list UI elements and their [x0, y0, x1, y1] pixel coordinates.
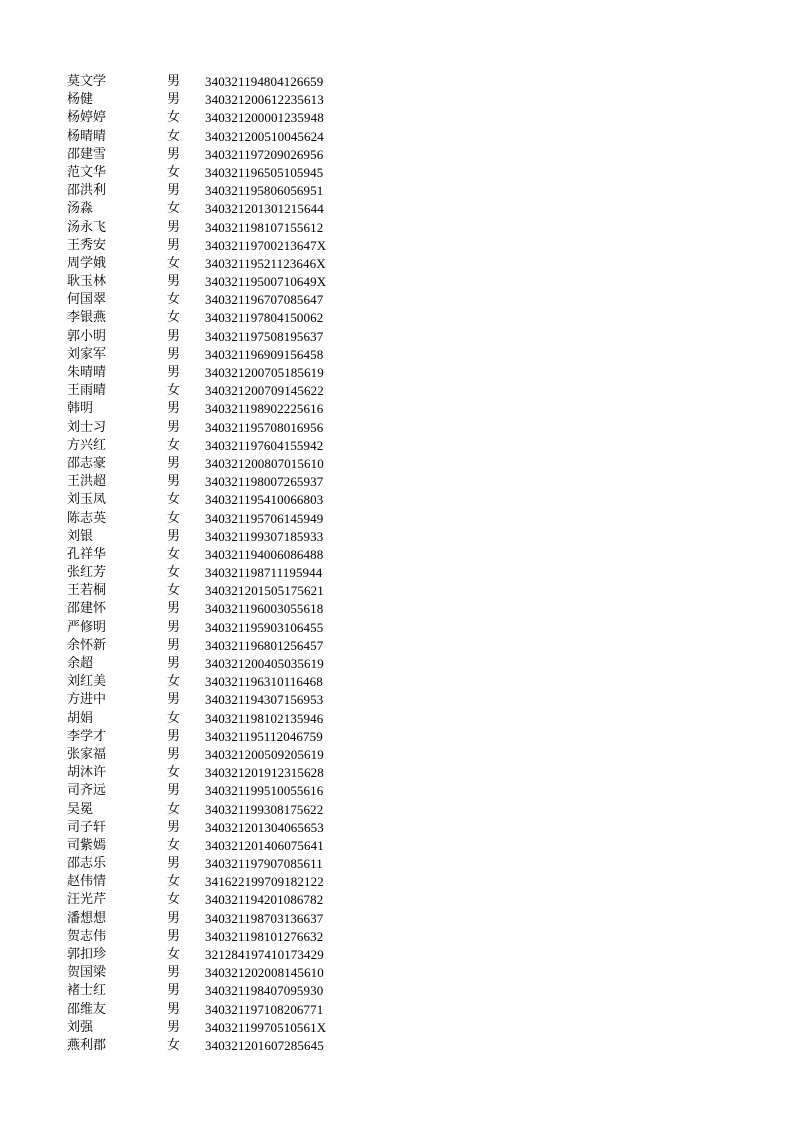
person-id-number: 340321198107155612 [205, 219, 324, 235]
person-name: 刘家军 [67, 346, 107, 362]
person-name: 王秀安 [67, 237, 107, 253]
person-id-number: 340321201912315628 [205, 765, 324, 781]
person-gender: 女 [167, 492, 181, 508]
person-id-number: 340321197804150062 [205, 310, 324, 326]
person-name: 李银燕 [67, 310, 107, 326]
person-name: 王洪超 [67, 474, 107, 490]
person-id-number: 340321196707085647 [205, 292, 324, 308]
person-id-number: 340321200612235613 [205, 92, 324, 108]
person-name: 刘红美 [67, 674, 107, 690]
person-id-number: 340321196909156458 [205, 346, 324, 362]
person-name: 刘银 [67, 528, 94, 544]
person-name: 方进中 [67, 692, 107, 708]
person-id-number: 340321198101276632 [205, 928, 324, 944]
person-id-number: 340321201301215644 [205, 201, 324, 217]
person-name: 吴冕 [67, 801, 94, 817]
person-gender: 女 [167, 565, 181, 581]
person-name: 王雨晴 [67, 383, 107, 399]
person-name: 司子轩 [67, 819, 107, 835]
person-id-number: 340321201505175621 [205, 583, 324, 599]
person-name: 何国翠 [67, 292, 107, 308]
person-name: 韩明 [67, 401, 94, 417]
person-gender: 女 [167, 1037, 181, 1053]
person-gender: 男 [167, 365, 181, 380]
person-gender: 女 [167, 583, 181, 599]
person-name: 赵伟情 [67, 874, 107, 890]
person-name: 严修明 [67, 619, 107, 635]
person-name: 郭扣珍 [67, 947, 107, 962]
person-name: 胡娟 [67, 710, 94, 726]
person-name: 汤永飞 [67, 219, 107, 235]
person-name: 司齐远 [67, 783, 107, 799]
person-name: 胡沐许 [67, 765, 107, 781]
person-gender: 男 [167, 346, 181, 362]
person-gender: 男 [167, 965, 181, 981]
person-id-number: 340321202008145610 [205, 965, 324, 981]
person-gender: 男 [167, 601, 181, 617]
person-name: 李学才 [67, 728, 107, 744]
person-id-number: 340321195410066803 [205, 492, 324, 508]
person-id-number: 340321200509205619 [205, 746, 324, 762]
person-id-number: 340321194201086782 [205, 892, 324, 908]
person-gender: 女 [167, 383, 181, 399]
person-id-number: 340321198902225616 [205, 401, 324, 417]
person-gender: 女 [167, 710, 181, 726]
person-gender: 男 [167, 746, 181, 762]
person-id-number: 340321197604155942 [205, 437, 324, 453]
person-name: 燕利郡 [67, 1037, 107, 1053]
person-id-number: 340321194804126659 [205, 74, 324, 89]
person-gender: 女 [167, 292, 181, 308]
person-gender: 女 [167, 310, 181, 326]
person-name: 杨婷婷 [67, 110, 107, 126]
person-id-number: 340321201607285645 [205, 1037, 324, 1053]
person-gender: 男 [167, 1019, 181, 1035]
person-id-number: 340321195706145949 [205, 510, 324, 526]
person-id-number: 340321199510055616 [205, 783, 324, 799]
person-gender: 女 [167, 201, 181, 217]
person-gender: 女 [167, 546, 181, 562]
person-id-number: 340321194307156953 [205, 692, 324, 708]
person-name: 刘玉凤 [67, 492, 107, 508]
person-gender: 男 [167, 692, 181, 708]
person-gender: 男 [167, 856, 181, 872]
person-gender: 男 [167, 455, 181, 471]
person-gender: 男 [167, 928, 181, 944]
person-name: 张红芳 [67, 565, 107, 581]
person-gender: 男 [167, 637, 181, 653]
person-gender: 男 [167, 1001, 181, 1017]
person-name: 余超 [67, 656, 94, 671]
person-id-number: 340321195806056951 [205, 183, 324, 199]
person-id-number: 340321200705185619 [205, 365, 324, 380]
person-id-number: 340321196310116468 [205, 674, 323, 690]
person-name: 邵志豪 [67, 455, 107, 471]
person-name: 邵建怀 [67, 601, 107, 617]
person-id-number: 340321200807015610 [205, 455, 324, 471]
person-gender: 男 [167, 983, 181, 999]
person-name: 邵志乐 [67, 856, 107, 872]
person-id-number: 340321200709145622 [205, 383, 324, 399]
person-name: 孔祥华 [67, 546, 107, 562]
person-name: 汤淼 [67, 201, 94, 217]
person-gender: 女 [167, 164, 181, 180]
person-name: 贺国梁 [67, 965, 107, 981]
person-name: 周学娥 [67, 255, 107, 271]
person-id-number: 340321201406075641 [205, 837, 324, 853]
person-gender: 男 [167, 92, 181, 108]
person-name: 方兴红 [67, 437, 107, 453]
person-gender: 女 [167, 892, 181, 908]
person-name: 范文华 [67, 164, 107, 180]
person-gender: 男 [167, 419, 181, 435]
person-name: 贺志伟 [67, 928, 107, 944]
person-name: 司紫嫣 [67, 837, 107, 853]
person-id-number: 340321198703136637 [205, 910, 324, 926]
person-name: 张家福 [67, 746, 107, 762]
person-id-number: 340321197108206771 [205, 1001, 324, 1017]
person-gender: 女 [167, 674, 181, 690]
person-gender: 男 [167, 528, 181, 544]
person-gender: 男 [167, 819, 181, 835]
person-gender: 男 [167, 274, 181, 290]
person-id-number: 340321194006086488 [205, 546, 324, 562]
person-gender: 女 [167, 128, 181, 144]
person-gender: 女 [167, 837, 181, 853]
person-name: 刘强 [67, 1019, 94, 1035]
person-gender: 男 [167, 910, 181, 926]
person-gender: 女 [167, 801, 181, 817]
person-id-number: 341622199709182122 [205, 874, 324, 890]
person-name: 邵洪利 [67, 183, 107, 199]
person-id-number: 340321197209026956 [205, 146, 324, 162]
person-name: 杨健 [67, 92, 94, 108]
person-name: 潘想想 [67, 910, 107, 926]
person-gender: 女 [167, 874, 181, 890]
person-id-number: 340321195903106455 [205, 619, 324, 635]
person-gender: 男 [167, 401, 181, 417]
person-id-number: 340321195112046759 [205, 728, 323, 744]
person-gender: 男 [167, 656, 181, 671]
person-gender: 男 [167, 237, 181, 253]
person-name: 杨晴晴 [67, 128, 107, 144]
person-name: 王若桐 [67, 583, 107, 599]
person-gender: 女 [167, 765, 181, 781]
person-name: 褚士红 [67, 983, 107, 999]
person-gender: 男 [167, 619, 181, 635]
person-name: 刘士习 [67, 419, 107, 435]
person-id-number: 340321196801256457 [205, 637, 324, 653]
person-name: 郭小明 [67, 328, 107, 344]
person-id-number: 340321197508195637 [205, 328, 324, 344]
person-id-number: 340321200510045624 [205, 128, 324, 144]
person-gender: 女 [167, 510, 181, 526]
person-gender: 男 [167, 146, 181, 162]
person-id-number: 340321198007265937 [205, 474, 324, 490]
person-gender: 男 [167, 183, 181, 199]
person-id-number: 321284197410173429 [205, 947, 324, 962]
person-name: 朱晴晴 [67, 365, 107, 380]
person-id-number: 340321195708016956 [205, 419, 324, 435]
person-gender: 女 [167, 110, 181, 126]
person-name: 陈志英 [67, 510, 107, 526]
person-id-number: 340321197907085611 [205, 856, 323, 872]
person-id-number: 340321196003055618 [205, 601, 324, 617]
person-gender: 男 [167, 74, 181, 89]
person-gender: 男 [167, 219, 181, 235]
person-id-number: 340321198102135946 [205, 710, 324, 726]
person-id-number: 340321199308175622 [205, 801, 324, 817]
person-gender: 男 [167, 783, 181, 799]
person-gender: 男 [167, 474, 181, 490]
person-id-number: 34032119700213647X [205, 237, 327, 253]
person-gender: 女 [167, 947, 181, 962]
person-name: 莫文学 [67, 74, 107, 89]
person-id-number: 340321199307185933 [205, 528, 324, 544]
person-gender: 男 [167, 728, 181, 744]
person-id-number: 34032119500710649X [205, 274, 327, 290]
person-id-number: 340321201304065653 [205, 819, 324, 835]
person-name: 余怀新 [67, 637, 107, 653]
person-id-number: 340321200001235948 [205, 110, 324, 126]
person-id-number: 34032119970510561X [205, 1019, 327, 1035]
person-gender: 女 [167, 255, 181, 271]
person-id-number: 340321198711195944 [205, 565, 323, 581]
person-name: 耿玉林 [67, 274, 107, 290]
person-id-number: 340321198407095930 [205, 983, 324, 999]
person-id-number: 340321196505105945 [205, 164, 324, 180]
person-gender: 女 [167, 437, 181, 453]
person-id-number: 34032119521123646X [205, 255, 326, 271]
person-name: 邵建雪 [67, 146, 107, 162]
person-name: 邵维友 [67, 1001, 107, 1017]
person-gender: 男 [167, 328, 181, 344]
person-id-number: 340321200405035619 [205, 656, 324, 671]
person-name: 汪光芹 [67, 892, 107, 908]
